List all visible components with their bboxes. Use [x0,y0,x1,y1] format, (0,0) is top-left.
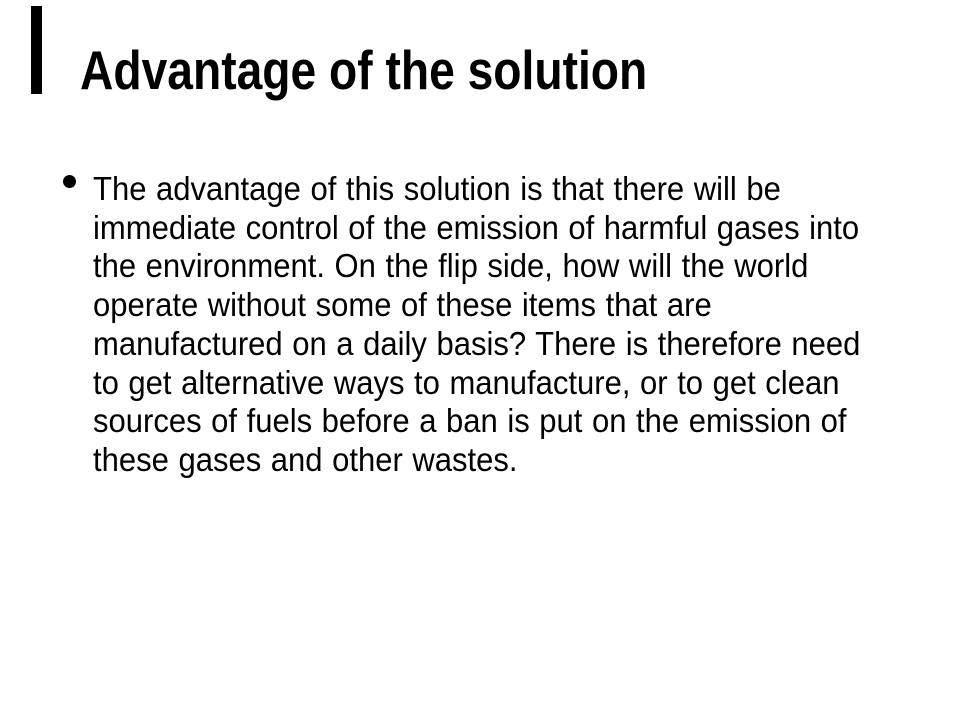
bullet-icon [63,175,76,188]
body-line: sources of fuels before a ban is put on the emission of [93,402,847,440]
body-line: The advantage of this solution is that there will be [93,170,781,207]
body-line: the environment. On the flip side, how will the world [93,247,809,285]
body-line: manufactured on a daily basis? There is therefore need [93,324,861,362]
vertical-bar-artifact-icon [31,6,42,94]
body-line: to get alternative ways to manufacture, or to get clean [93,363,840,401]
body-line: immediate control of the emission of harmful gases into [93,208,860,246]
body-line: operate without some of these items that are [93,286,712,324]
slide-title: Advantage of the solution [80,39,648,101]
body-line: these gases and other wastes. [93,440,518,478]
bullet-text-block [93,170,860,480]
